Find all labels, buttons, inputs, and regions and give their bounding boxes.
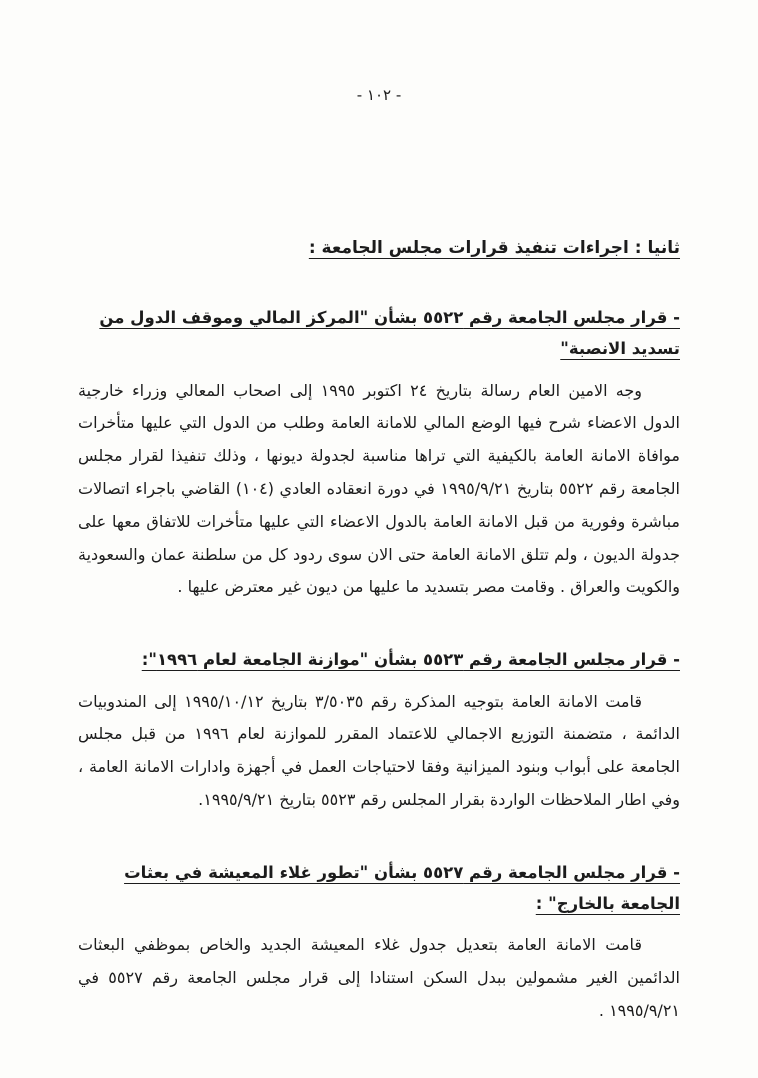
document-content [78,238,680,1062]
section-title: - قرار مجلس الجامعة رقم ٥٥٢٣ بشأن "موازنة الجامعة لعام ١٩٩٦": [141,650,680,670]
document-heading: ثانيا : اجراءات تنفيذ قرارات مجلس الجامعة : [308,238,680,258]
section-resolution-5523 [78,644,680,817]
section-body: قامت الامانة العامة بتوجيه المذكرة رقم ٣/٥٠٣٥ بتاريخ ١٩٩٥/١٠/١٢ إلى المندوبيات الدائمة ، متضمنة التوزيع الاجمالي للاعتماد المقرر للموازنة لعام ١٩٩٦ من قبل مجلس الجامعة على أبواب وبنود الميزانية وفقا لاحتياجات العمل في أجهزة وادارات الامانة العامة ، وفي اطار الملاحظات الواردة بقرار المجلس رقم ٥٥٢٣ بتاريخ ١٩٩٥/٩/٢١. [78,691,681,809]
section-title: - قرار مجلس الجامعة رقم ٥٥٢٢ بشأن "المركز المالي وموقف الدول من تسديد الانصبة" [99,308,680,359]
section-title: - قرار مجلس الجامعة رقم ٥٥٢٧ بشأن "تطور غلاء المعيشة في بعثات الجامعة بالخارج" : [124,862,680,914]
section-resolution-5527 [78,857,680,1028]
page-number: - ١٠٢ - [356,86,402,104]
section-body: قامت الامانة العامة بتعديل جدول غلاء المعيشة الجديد والخاص بموظفي البعثات الدائمين الغير مشمولين ببدل السكن استنادا إلى قرار مجلس الجامعة رقم ٥٥٢٧ في ١٩٩٥/٩/٢١ . [78,935,681,1021]
section-resolution-5522 [78,302,680,604]
section-body: وجه الامين العام رسالة بتاريخ ٢٤ اكتوبر ١٩٩٥ إلى اصحاب المعالي وزراء خارجية الدول الاعضاء شرح فيها الوضع المالي للامانة العامة وطلب من الدول التي عليها متأخرات موافاة الامانة العامة بالكيفية التي تراها مناسبة لجدولة ديونها ، وذلك تنفيذا لقرار مجلس الجامعة رقم ٥٥٢٢ بتاريخ ١٩٩٥/٩/٢١ في دورة انعقاده العادي (١٠٤) القاضي باجراء اتصالات مباشرة وفورية من قبل الامانة العامة بالدول الاعضاء التي عليها متأخرات للاتفاق معها على جدولة الديون ، ولم تتلق الامانة العامة حتى الان سوى ردود كل من سلطنة عمان والسعودية والكويت والعراق . وقامت مصر بتسديد ما عليها من ديون غير معترض عليها . [78,380,680,597]
